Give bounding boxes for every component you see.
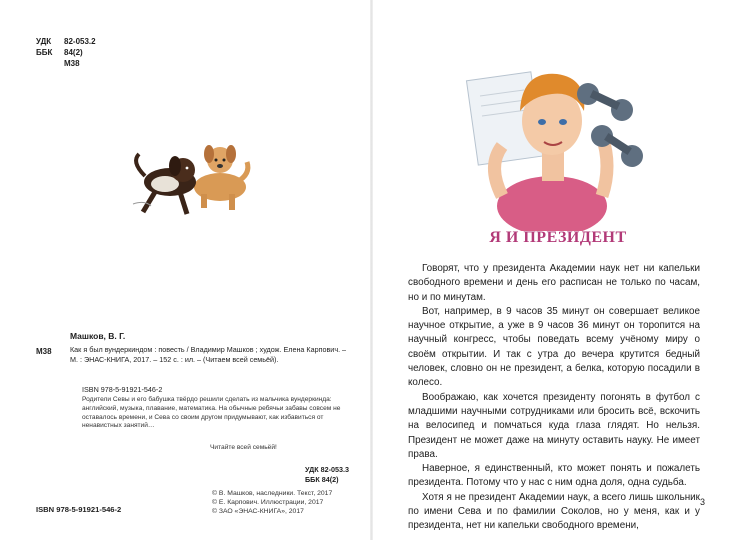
meta-bbk [36, 47, 96, 58]
copyright-block [212, 489, 332, 517]
catalog-udk: УДК 82-053.3 [305, 465, 349, 474]
catalog-isbn: ISBN 978-5-91921-546-2 [82, 385, 163, 394]
catalog-udk-block [305, 465, 349, 484]
meta-value: 84(2) [64, 48, 83, 57]
paragraph: Вот, например, в 9 часов 35 минут он совершает великое научное открытие, а уже в 9 часов 36 минут он торопится на научный конгресс, чтобы поведать всему учёному миру о своём открытии. И так с утра до вечера крутится бедный человек, словно он не президент, а белка, которую посадили в колесо. [408, 305, 700, 389]
catalog-author: Машков, В. Г. [70, 331, 126, 341]
paragraph: Воображаю, как хочется президенту погонять в футбол с младшими научными сотрудниками или бросить всё, вскочить на велосипед и помчаться куда глаза глядят. Но нельзя. Президент не может даже на минуту оставить науку. Не имеет права. [408, 391, 700, 460]
copyright-illustrations: © Е. Карпович. Иллюстрации, 2017 [212, 499, 324, 507]
meta-value: М38 [64, 59, 80, 68]
isbn-bottom: ISBN 978-5-91921-546-2 [36, 505, 122, 514]
meta-udk [36, 36, 96, 47]
catalog-bbk: ББК 84(2) [305, 474, 339, 484]
meta-code [36, 58, 96, 69]
catalog-code: М38 [36, 347, 52, 356]
copyright-text: © В. Машков, наследники. Текст, 2017 [212, 490, 333, 497]
paragraph: Говорят, что у президента Академии наук нет ни капельки свободного времени и день его расписан не только по часам, но и по минутам. [408, 263, 700, 303]
dogs-illustration [125, 132, 255, 227]
catalog-description: Как я был вундеркиндом : повесть / Владимир Машков ; худож. Елена Карпович. – М. : ЭНАС-КНИГА, 2017. – 152 с. : ил. – (Читаем всей семьёй). [70, 345, 347, 364]
paragraph: Наверное, я единственный, кто может понять и пожалеть президента. Потому что у нас с ним одна доля, одна судьба. [408, 463, 700, 489]
chapter-body [408, 262, 700, 534]
meta-key: ББК [36, 48, 53, 57]
copyright-publisher: © ЗАО «ЭНАС-КНИГА», 2017 [212, 508, 304, 516]
meta-value: 82-053.2 [64, 37, 96, 46]
paragraph: Хотя я не президент Академии наук, а всего лишь школьник по имени Сева и по фамилии Соколов, но у меня, как и у президента, нет ни капельки свободного времени, [408, 491, 700, 532]
left-page [0, 0, 371, 540]
boy-with-dumbbells-illustration [462, 56, 652, 231]
book-spine [370, 0, 373, 540]
meta-top [36, 36, 96, 69]
catalog-annotation: Родители Севы и его бабушка твёрдо решили сделать из мальчика вундеркинда: английский, музыка, плавание, математика. На обычные ребячьи забавы совсем не оставалось времени, и Сева со своим другом придумывают, как избавиться от ненавистных занятий… [82, 396, 341, 430]
catalog-annotation-end: Читайте всей семьёй! [210, 444, 277, 451]
page-number: 3 [700, 497, 706, 507]
chapter-title: Я И ПРЕЗИДЕНТ [489, 229, 627, 246]
meta-key: УДК [36, 37, 52, 46]
